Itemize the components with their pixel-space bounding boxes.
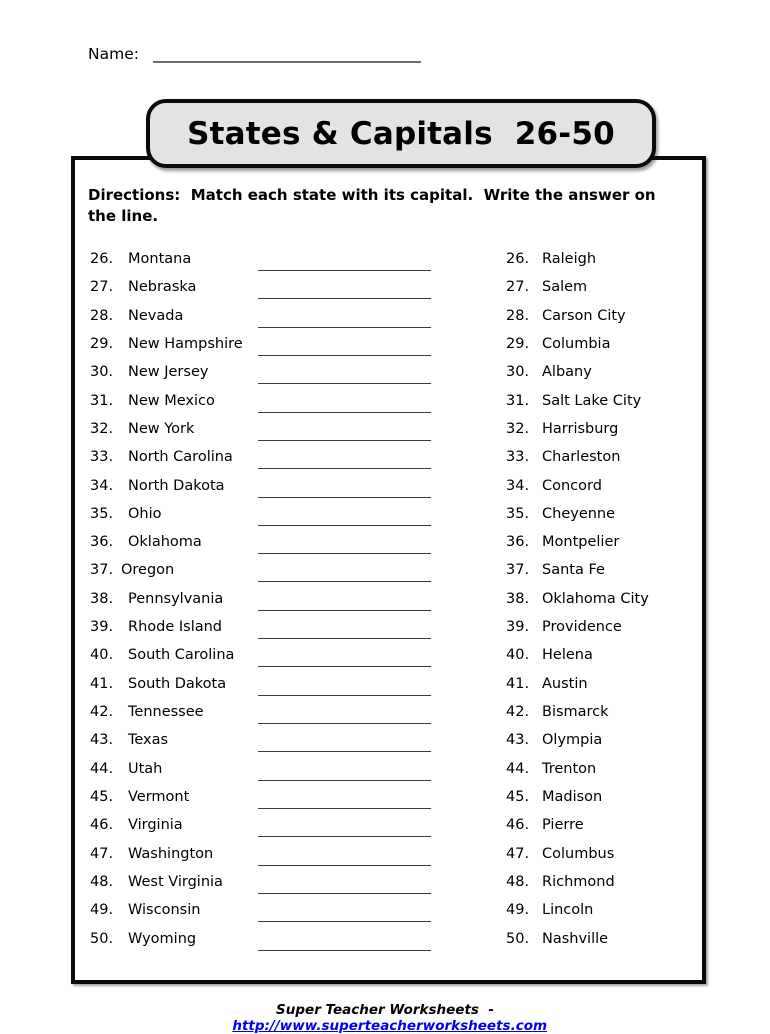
state-number: 46. (90, 817, 114, 834)
state-row (90, 506, 435, 534)
state-row (90, 251, 435, 279)
capital-row (506, 761, 701, 789)
capital-number: 34. (506, 477, 530, 494)
answer-blank-line (258, 789, 431, 809)
capital-name: Austin (542, 675, 588, 692)
capital-name: Charleston (542, 449, 621, 466)
state-row (90, 279, 435, 307)
capital-name: Trenton (542, 760, 597, 777)
capital-number: 46. (506, 817, 530, 834)
answer-blank-line (258, 421, 431, 441)
state-row (90, 562, 435, 590)
state-number: 35. (90, 505, 114, 522)
footer-link[interactable]: http://www.superteacherworksheets.com (232, 1018, 548, 1034)
capital-number: 40. (506, 647, 530, 664)
state-number: 44. (90, 760, 114, 777)
state-name: Nebraska (128, 279, 197, 296)
capital-row (506, 647, 701, 675)
answer-blank-line (258, 732, 431, 752)
state-number: 47. (90, 845, 114, 862)
capital-row (506, 591, 701, 619)
state-name: West Virginia (128, 873, 223, 890)
state-row (90, 591, 435, 619)
state-number: 28. (90, 307, 114, 324)
state-number: 26. (90, 251, 114, 267)
state-number: 33. (90, 449, 114, 466)
capital-row (506, 251, 701, 279)
state-name: Washington (128, 845, 214, 862)
answer-blank-line (258, 478, 431, 498)
state-number: 42. (90, 704, 114, 720)
state-name: South Carolina (128, 647, 235, 664)
state-row (90, 421, 435, 449)
answer-blank-line (258, 591, 431, 611)
answer-blank-line (258, 506, 431, 526)
answer-blank-line (258, 817, 431, 837)
answer-blank-line (258, 393, 431, 413)
state-row (90, 534, 435, 562)
capital-name: Albany (542, 364, 592, 381)
state-name: Vermont (128, 788, 190, 805)
capital-name: Columbus (542, 845, 615, 862)
answer-blank-line (258, 364, 431, 384)
state-name: Ohio (128, 505, 162, 522)
capital-row (506, 732, 701, 760)
state-name: New Hampshire (128, 335, 243, 352)
state-row (90, 647, 435, 675)
answer-blank-line (258, 336, 431, 356)
state-name: North Dakota (128, 477, 225, 494)
state-row (90, 789, 435, 817)
state-row (90, 364, 435, 392)
state-row (90, 902, 435, 930)
capital-number: 31. (506, 392, 530, 409)
answer-blank-line (258, 676, 431, 696)
capital-number: 27. (506, 279, 530, 296)
capital-number: 30. (506, 364, 530, 381)
capital-number: 47. (506, 845, 530, 862)
state-name: New Mexico (128, 392, 215, 409)
capital-number: 28. (506, 307, 530, 324)
answer-blank-line (258, 251, 431, 271)
answer-blank-line (258, 874, 431, 894)
state-row (90, 732, 435, 760)
state-row (90, 449, 435, 477)
capital-row (506, 676, 701, 704)
name-blank-line (153, 44, 421, 63)
capital-name: Harrisburg (542, 420, 619, 437)
state-number: 38. (90, 590, 114, 607)
state-name: Virginia (128, 817, 183, 834)
capital-row (506, 817, 701, 845)
capital-row (506, 846, 701, 874)
footer (0, 986, 770, 1034)
capital-name: Lincoln (542, 902, 594, 919)
capital-name: Nashville (542, 930, 609, 947)
worksheet-title-banner (146, 99, 656, 168)
state-name: Utah (128, 760, 163, 777)
capital-name: Oklahoma City (542, 590, 649, 607)
state-number: 50. (90, 930, 114, 947)
capital-name: Salem (542, 279, 588, 296)
state-row (90, 817, 435, 845)
capital-name: Pierre (542, 817, 584, 834)
state-number: 27. (90, 279, 114, 296)
capital-row (506, 534, 701, 562)
capital-number: 44. (506, 760, 530, 777)
answer-blank-line (258, 534, 431, 554)
capital-number: 49. (506, 902, 530, 919)
capital-number: 33. (506, 449, 530, 466)
capital-number: 29. (506, 335, 530, 352)
capital-number: 48. (506, 873, 530, 890)
answer-blank-line (258, 647, 431, 667)
worksheet-title: States & Capitals 26-50 (187, 115, 615, 152)
capital-name: Cheyenne (542, 505, 616, 522)
state-row (90, 336, 435, 364)
state-row (90, 874, 435, 902)
capital-number: 38. (506, 590, 530, 607)
capital-name: Salt Lake City (542, 392, 642, 409)
capital-row (506, 308, 701, 336)
state-number: 43. (90, 732, 114, 749)
answer-blank-line (258, 846, 431, 866)
capital-row (506, 931, 701, 959)
capital-number: 32. (506, 420, 530, 437)
state-row (90, 478, 435, 506)
capital-row (506, 506, 701, 534)
state-number: 49. (90, 902, 114, 919)
capital-name: Olympia (542, 732, 603, 749)
state-name: Oklahoma (128, 534, 202, 551)
state-name: North Carolina (128, 449, 233, 466)
state-name: Pennsylvania (128, 590, 224, 607)
capital-number: 42. (506, 704, 530, 720)
state-number: 32. (90, 420, 114, 437)
answer-blank-line (258, 704, 431, 724)
answer-blank-line (258, 308, 431, 328)
name-label: Name: (88, 45, 139, 63)
capital-row (506, 789, 701, 817)
footer-brand-text: Super Teacher Worksheets - (276, 1002, 504, 1018)
state-number: 29. (90, 335, 114, 352)
state-row (90, 931, 435, 959)
state-number: 39. (90, 619, 114, 636)
state-number: 30. (90, 364, 114, 381)
capital-row (506, 393, 701, 421)
state-number: 45. (90, 788, 114, 805)
answer-blank-line (258, 761, 431, 781)
capital-name: Helena (542, 647, 593, 664)
state-number: 36. (90, 534, 114, 551)
answer-blank-line (258, 449, 431, 469)
capital-number: 35. (506, 505, 530, 522)
state-number: 34. (90, 477, 114, 494)
state-name: Montana (128, 251, 192, 267)
name-block (88, 44, 421, 63)
capital-row (506, 619, 701, 647)
capital-number: 39. (506, 619, 530, 636)
capital-row (506, 336, 701, 364)
capital-row (506, 364, 701, 392)
state-name: New York (128, 420, 195, 437)
capital-name: Madison (542, 788, 603, 805)
state-row (90, 704, 435, 732)
capital-row (506, 478, 701, 506)
state-row (90, 761, 435, 789)
states-list (90, 251, 435, 959)
capital-number: 43. (506, 732, 530, 749)
state-name: South Dakota (128, 675, 227, 692)
capital-name: Providence (542, 619, 622, 636)
capital-number: 41. (506, 675, 530, 692)
directions-text: Directions: Match each state with its capital. Write the answer on the line. (88, 186, 661, 225)
state-name: Tennessee (128, 704, 204, 720)
state-name: Nevada (128, 307, 184, 324)
answer-blank-line (258, 619, 431, 639)
answer-blank-line (258, 931, 431, 951)
capital-row (506, 874, 701, 902)
capital-name: Carson City (542, 307, 626, 324)
answer-blank-line (258, 562, 431, 582)
capital-number: 37. (506, 562, 530, 579)
state-name: Wyoming (128, 930, 197, 947)
capital-row (506, 704, 701, 732)
state-name: Wisconsin (128, 902, 201, 919)
capital-row (506, 902, 701, 930)
state-number: 41. (90, 675, 114, 692)
capital-name: Columbia (542, 335, 611, 352)
capital-row (506, 449, 701, 477)
state-name: Texas (128, 732, 169, 749)
capital-number: 50. (506, 930, 530, 947)
state-number: 40. (90, 647, 114, 664)
capital-row (506, 279, 701, 307)
state-name: Oregon (121, 562, 175, 579)
state-number: 31. (90, 392, 114, 409)
state-number: 48. (90, 873, 114, 890)
state-row (90, 393, 435, 421)
capital-number: 45. (506, 788, 530, 805)
state-row (90, 676, 435, 704)
state-row (90, 308, 435, 336)
capital-name: Montpelier (542, 534, 620, 551)
capital-row (506, 421, 701, 449)
capitals-list (506, 251, 701, 959)
state-row (90, 619, 435, 647)
capital-name: Raleigh (542, 251, 597, 267)
capital-name: Santa Fe (542, 562, 605, 579)
capital-number: 26. (506, 251, 530, 267)
capital-name: Concord (542, 477, 602, 494)
capital-name: Richmond (542, 873, 615, 890)
answer-blank-line (258, 902, 431, 922)
capital-name: Bismarck (542, 704, 609, 720)
state-name: Rhode Island (128, 619, 223, 636)
capital-row (506, 562, 701, 590)
capital-number: 36. (506, 534, 530, 551)
state-name: New Jersey (128, 364, 209, 381)
state-number: 37. (90, 562, 114, 579)
answer-blank-line (258, 279, 431, 299)
state-row (90, 846, 435, 874)
